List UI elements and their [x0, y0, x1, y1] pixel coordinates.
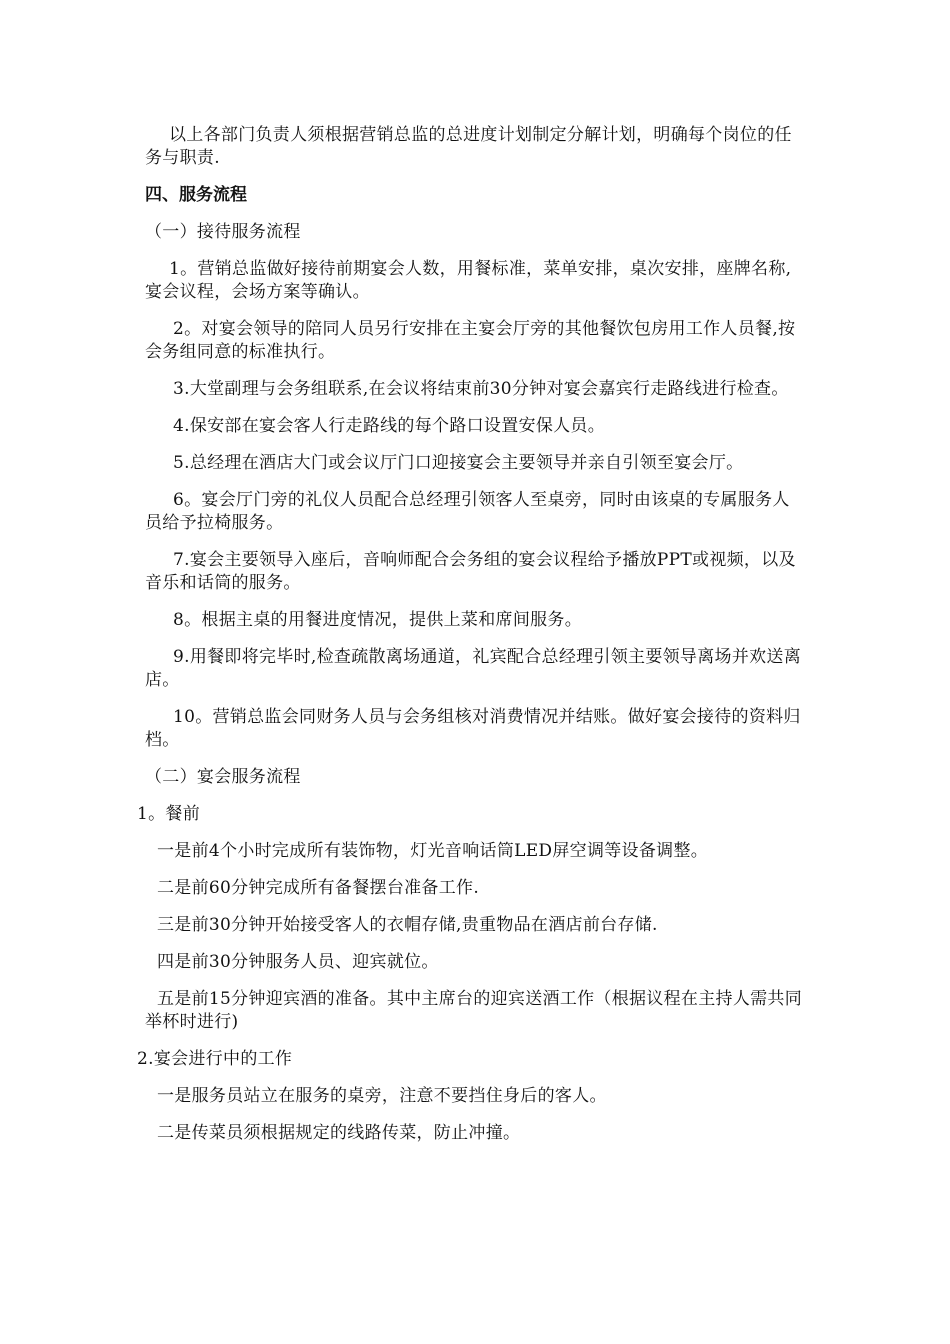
- reception-step: 4.保安部在宴会客人行走路线的每个路口设置安保人员。: [173, 416, 606, 436]
- intro-paragraph: 以上各部门负责人须根据营销总监的总进度计划制定分解计划，明确每个岗位的任务与职责.: [145, 125, 792, 168]
- reception-step: 2。对宴会领导的陪同人员另行安排在主宴会厅旁的其他餐饮包房用工作人员餐,按会务组同意的标准执行。: [145, 319, 796, 362]
- document-body: [137, 124, 805, 1159]
- reception-step: 8。根据主桌的用餐进度情况，提供上菜和席间服务。: [173, 610, 583, 630]
- reception-step: 6。宴会厅门旁的礼仪人员配合总经理引领客人至桌旁，同时由该桌的专属服务人员给予拉椅服务。: [145, 490, 790, 533]
- section-heading: 四、服务流程: [145, 185, 247, 205]
- during-banquet-item: 一是服务员站立在服务的桌旁，注意不要挡住身后的客人。: [157, 1086, 607, 1106]
- during-banquet-item: 二是传菜员须根据规定的线路传菜，防止冲撞。: [157, 1123, 521, 1143]
- reception-step: 7.宴会主要领导入座后，音响师配合会务组的宴会议程给予播放PPT或视频，以及音乐和话筒的服务。: [145, 550, 796, 593]
- before-meal-item: 二是前60分钟完成所有备餐摆台准备工作.: [157, 878, 480, 898]
- reception-step: 1。营销总监做好接待前期宴会人数，用餐标准，菜单安排，桌次安排，座牌名称,宴会议程，会场方案等确认。: [145, 259, 792, 302]
- subsection-title-reception: （一）接待服务流程: [145, 222, 301, 242]
- reception-step: 3.大堂副理与会务组联系,在会议将结束前30分钟对宴会嘉宾行走路线进行检查。: [173, 379, 789, 399]
- reception-step: 10。营销总监会同财务人员与会务组核对消费情况并结账。做好宴会接待的资料归档。: [145, 707, 801, 750]
- part-title-during-banquet: 2.宴会进行中的工作: [137, 1049, 293, 1069]
- before-meal-item: 一是前4个小时完成所有装饰物，灯光音响话筒LED屏空调等设备调整。: [157, 841, 709, 861]
- before-meal-item: 五是前15分钟迎宾酒的准备。其中主席台的迎宾送酒工作（根据议程在主持人需共同举杯时进行): [145, 989, 803, 1032]
- reception-step: 5.总经理在酒店大门或会议厅门口迎接宴会主要领导并亲自引领至宴会厅。: [173, 453, 744, 473]
- subsection-title-banquet: （二）宴会服务流程: [145, 767, 301, 787]
- reception-step: 9.用餐即将完毕时,检查疏散离场通道，礼宾配合总经理引领主要领导离场并欢送离店。: [145, 647, 802, 690]
- before-meal-item: 四是前30分钟服务人员、迎宾就位。: [157, 952, 439, 972]
- part-title-before-meal: 1。餐前: [137, 804, 201, 824]
- before-meal-item: 三是前30分钟开始接受客人的衣帽存储,贵重物品在酒店前台存储.: [157, 915, 658, 935]
